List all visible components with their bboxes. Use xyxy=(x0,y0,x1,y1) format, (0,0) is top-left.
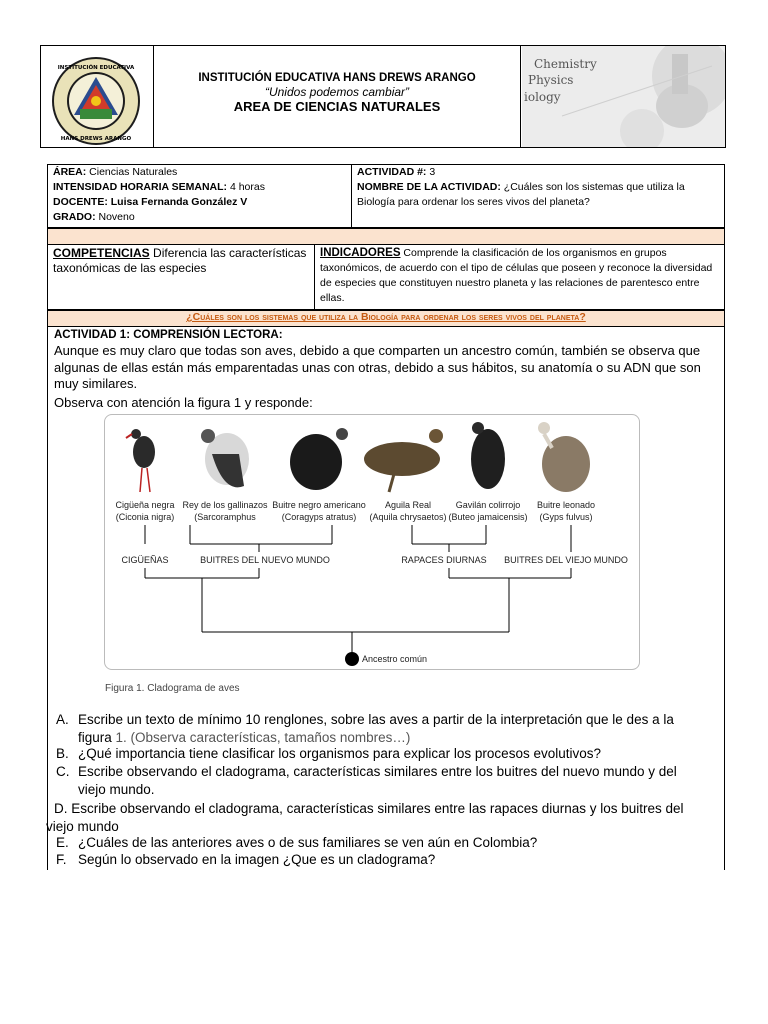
question-d-line2: viejo mundo xyxy=(46,819,119,834)
activity1-paragraph: Aunque es muy claro que todas son aves, debido a que comparten un ancestro común, también se observa que algunas de ellas están más emparentadas unas con otras, debido a sus hábitos, su anatomía o su ADN que son muy similares. xyxy=(54,343,701,391)
activity-name-label: NOMBRE DE LA ACTIVIDAD: xyxy=(357,181,501,193)
bird-name-label: Cigüeña negra xyxy=(115,500,175,510)
area-label: ÁREA: xyxy=(53,166,87,178)
bird-golden-eagle-image xyxy=(364,429,443,492)
bird-name-label: Gavilán colirrojo xyxy=(455,500,521,510)
word-biology: iology xyxy=(524,90,561,104)
question-f-letter: F. xyxy=(56,852,67,867)
activity1-instruction: Observa con atención la figura 1 y responde: xyxy=(54,395,313,410)
group-label: BUITRES DEL NUEVO MUNDO xyxy=(200,555,330,565)
bird-sci-label: (Coragyps atratus) xyxy=(281,512,357,522)
question-c-line1: Escribe observando el cladograma, características similares entre los buitres del nuevo mundo y del xyxy=(78,764,677,779)
indicadores-label: INDICADORES xyxy=(320,247,401,259)
bird-red-tailed-hawk-image xyxy=(471,422,505,489)
activity-value: 3 xyxy=(426,166,436,178)
question-d-line1: D. Escribe observando el cladograma, características similares entre las rapaces diurnas y los buitres del xyxy=(54,801,684,816)
indicadores-text-block xyxy=(320,246,720,306)
bird-black-vulture-image xyxy=(290,428,348,490)
bird-name-label: Rey de los gallinazos xyxy=(182,500,268,510)
cladogram-branches xyxy=(145,525,571,654)
bird-sci-label: (Aquila chrysaetos) xyxy=(369,512,447,522)
question-e-text: ¿Cuáles de las anteriores aves o de sus familiares se ven aún en Colombia? xyxy=(78,835,538,850)
teacher-value: Luisa Fernanda González V xyxy=(107,196,248,208)
word-physics: Physics xyxy=(528,73,574,87)
header-divider-right xyxy=(520,45,521,148)
info-left xyxy=(53,165,348,225)
word-chemistry: Chemistry xyxy=(534,57,597,71)
bird-sci-label: (Buteo jamaicensis) xyxy=(448,512,528,522)
bird-name-label: Buitre negro americano xyxy=(272,500,366,510)
competencias-text: Diferencia las características taxonómicas de las especies xyxy=(53,246,307,275)
institution-name: INSTITUCIÓN EDUCATIVA HANS DREWS ARANGO xyxy=(198,72,476,84)
common-ancestor-node xyxy=(345,652,359,666)
bird-king-vulture-image xyxy=(201,429,249,487)
group-label: CIGÜEÑAS xyxy=(121,555,169,565)
question-e-letter: E. xyxy=(56,835,69,850)
bird-sci-label: (Ciconia nigra) xyxy=(115,512,175,522)
bird-name-label: Buitre leonado xyxy=(536,500,596,510)
comp-divider xyxy=(314,244,315,310)
area-value: Ciencias Naturales xyxy=(86,166,178,178)
bird-griffon-vulture-image xyxy=(538,422,590,492)
question-a-letter: A. xyxy=(56,712,69,727)
competencias-label: COMPETENCIAS xyxy=(53,246,150,260)
info-right xyxy=(357,165,719,210)
institution-motto: “Unidos podemos cambiar” xyxy=(264,85,410,99)
teacher-label: DOCENTE: xyxy=(53,196,108,208)
activity-label: ACTIVIDAD #: xyxy=(357,166,427,178)
orange-strip xyxy=(47,228,725,245)
logo-text-top: INSTITUCIÓN EDUCATIVA xyxy=(57,65,135,71)
cladogram-svg xyxy=(104,414,640,670)
question-a-figure-word: figura xyxy=(78,730,112,745)
group-label: RAPACES DIURNAS xyxy=(401,555,487,565)
question-a-line1: Escribe un texto de mínimo 10 renglones, sobre las aves a partir de la interpretación que le des a la xyxy=(78,712,674,727)
group-label: BUITRES DEL VIEJO MUNDO xyxy=(504,555,628,565)
grade-label: GRADO: xyxy=(53,211,96,223)
question-a-hint: 1. (Observa características, tamaños nombres…) xyxy=(111,730,411,745)
bird-sci-label: (Sarcoramphus xyxy=(194,512,256,522)
competencias-text-block xyxy=(53,246,308,276)
science-banner-image xyxy=(522,46,725,147)
area-title: AREA DE CIENCIAS NATURALES xyxy=(233,99,441,114)
hours-value: 4 horas xyxy=(227,181,265,193)
indicadores-text: Comprende la clasificación de los organismos en grupos taxonómicos, de acuerdo con el tipo de células que poseen y reconoce la diversidad de especies que constituyen nuestro planeta y las relaciones de parentesco entre ellas. xyxy=(320,247,713,304)
content-left-border xyxy=(47,327,48,870)
info-divider xyxy=(351,164,352,228)
question-b-text: ¿Qué importancia tiene clasificar los organismos para explicar los procesos evolutivos? xyxy=(78,746,601,761)
bird-sci-label: (Gyps fulvus) xyxy=(539,512,593,522)
bird-stork-image xyxy=(126,429,155,492)
hours-label: INTENSIDAD HORARIA SEMANAL: xyxy=(53,181,228,193)
bird-name-label: Aguila Real xyxy=(384,500,432,510)
content-right-border xyxy=(724,327,725,870)
school-logo xyxy=(50,55,142,147)
question-title: ¿Cuáles son los sistemas que utiliza la Biología para ordenar los seres vivos del planeta? xyxy=(186,311,586,323)
question-c-letter: C. xyxy=(56,764,70,779)
question-b-letter: B. xyxy=(56,746,69,761)
figure-caption: Figura 1. Cladograma de aves xyxy=(105,683,240,694)
logo-text-bottom: HANS DREWS ARANGO xyxy=(60,136,132,142)
root-label: Ancestro común xyxy=(362,654,428,664)
question-c-line2: viejo mundo. xyxy=(78,782,155,797)
question-f-text: Según lo observado en la imagen ¿Que es un cladograma? xyxy=(78,852,436,867)
grade-value: Noveno xyxy=(95,211,135,223)
activity-name-value: ¿Cuáles son los sistemas que utiliza la Biología para ordenar los seres vivos del planeta? xyxy=(357,181,685,208)
activity1-heading: ACTIVIDAD 1: COMPRENSIÓN LECTORA: xyxy=(54,329,283,341)
